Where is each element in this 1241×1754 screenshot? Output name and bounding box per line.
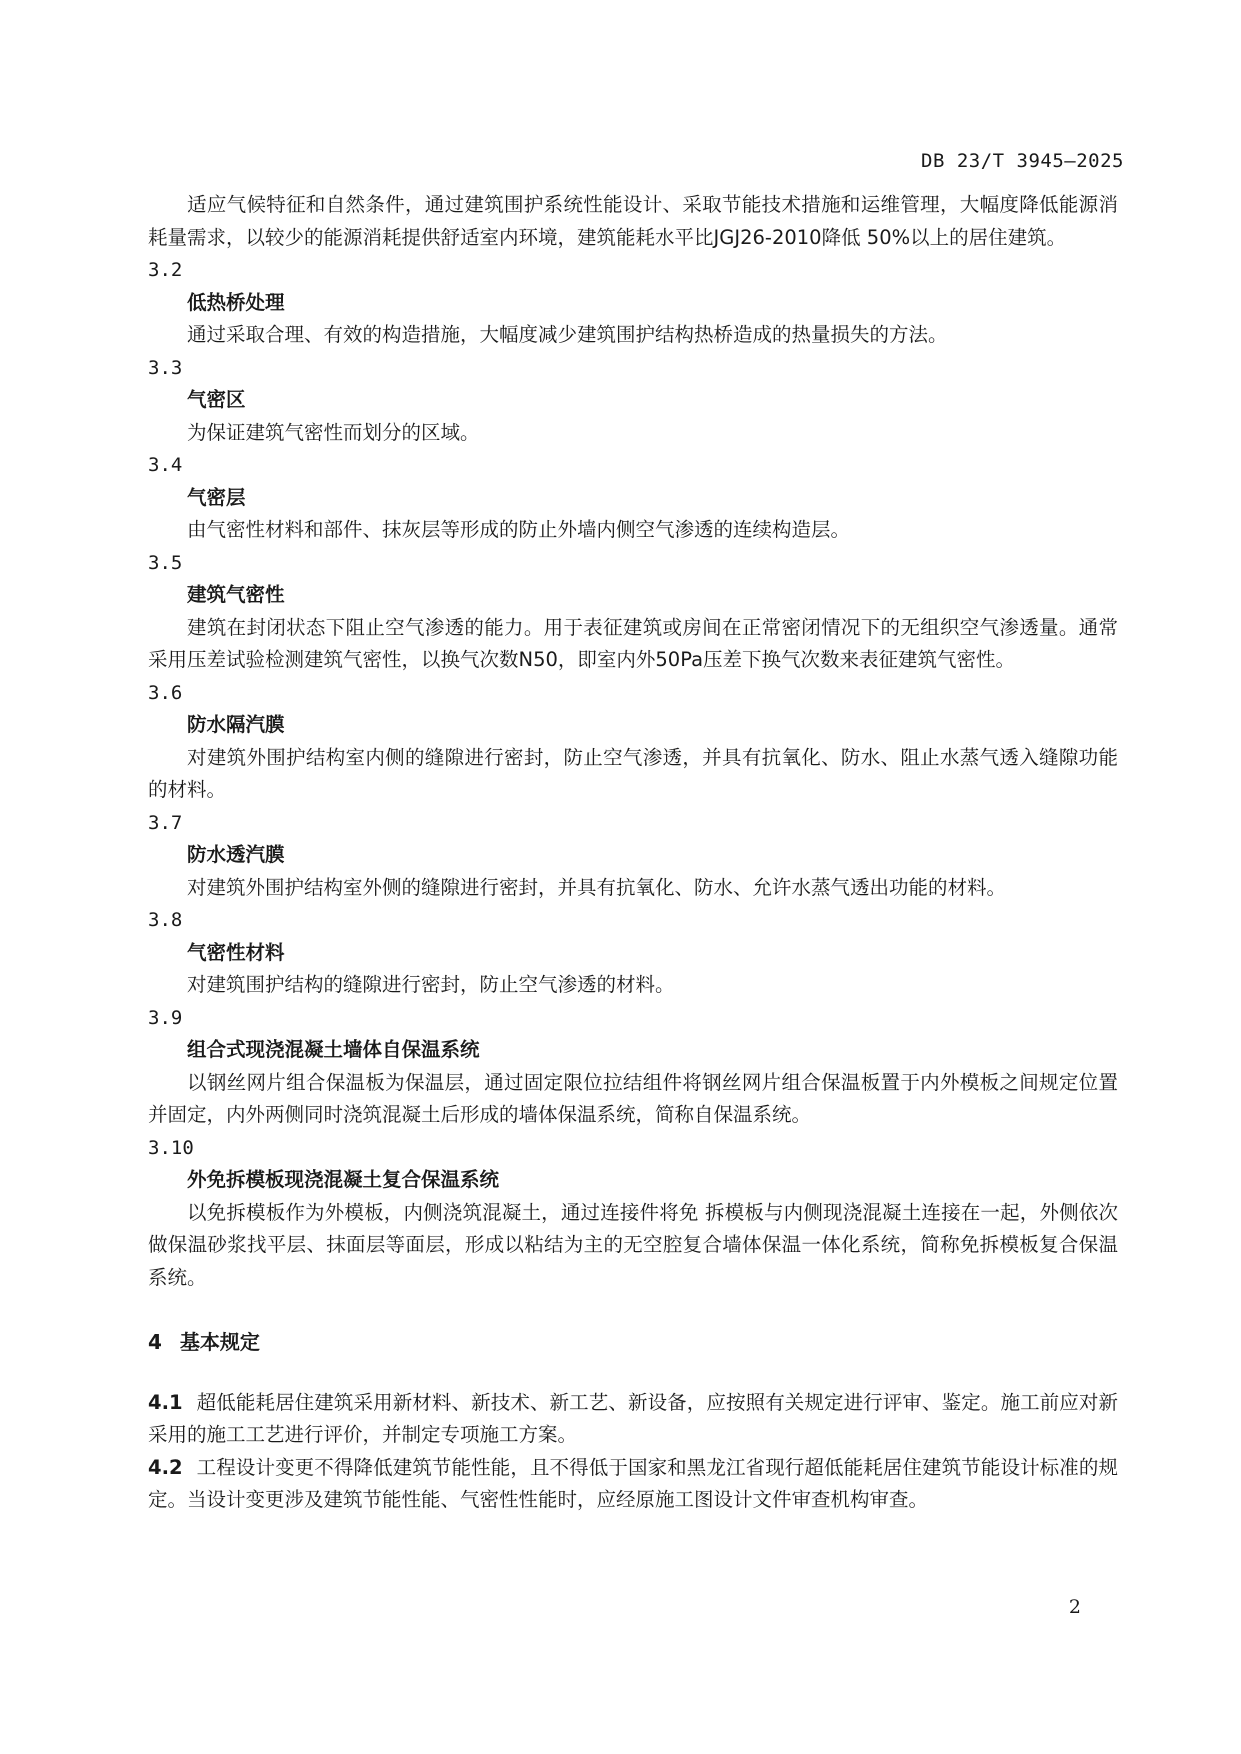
- term-definition: 由气密性材料和部件、抹灰层等形成的防止外墙内侧空气渗透的连续构造层。: [187, 518, 851, 541]
- clause-text: 工程设计变更不得降低建筑节能性能，且不得低于国家和黑龙江省现行超低能耗居住建筑节能设计标准的规定。当设计变更涉及建筑节能性能、气密性性能时，应经原施工图设计文件审查机构审查。: [148, 1455, 1118, 1511]
- term-name: 建筑气密性: [187, 583, 285, 606]
- term-definition: 以钢丝网片组合保温板为保温层，通过固定限位拉结组件将钢丝网片组合保温板置于内外模板之间规定位置并固定，内外两侧同时浇筑混凝土后形成的墙体保温系统，简称自保温系统。: [148, 1070, 1118, 1126]
- clause-4-1: [148, 1387, 1118, 1452]
- page-number: 2: [1068, 1596, 1081, 1618]
- term-number: 3.8: [148, 909, 183, 931]
- clause-number: 4.1: [148, 1390, 183, 1414]
- term-3-5: [148, 547, 1118, 677]
- term-number: 3.3: [148, 356, 183, 379]
- term-definition: 以免拆模板作为外模板，内侧浇筑混凝土，通过连接件将免 拆模板与内侧现浇混凝土连接在一起，外侧依次做保温砂浆找平层、抹面层等面层，形成以粘结为主的无空腔复合墙体保温一体化系统，简称免拆模板复合保温系统。: [148, 1200, 1118, 1289]
- term-definition: 对建筑外围护结构室外侧的缝隙进行密封，并具有抗氧化、防水、允许水蒸气透出功能的材料。: [187, 875, 1007, 899]
- clause-text: 超低能耗居住建筑采用新材料、新技术、新工艺、新设备，应按照有关规定进行评审、鉴定。施工前应对新采用的施工工艺进行评价，并制定专项施工方案。: [148, 1390, 1118, 1446]
- term-3-6: [148, 677, 1118, 807]
- term-definition: 建筑在封闭状态下阻止空气渗透的能力。用于表征建筑或房间在正常密闭情况下的无组织空气渗透量。通常采用压差试验检测建筑气密性，以换气次数N50，即室内外50Pa压差下换气次数来表征建筑气密性。: [148, 615, 1118, 671]
- term-number: 3.2: [148, 259, 183, 281]
- term-3-2: [148, 254, 1118, 352]
- term-name: 防水隔汽膜: [187, 713, 285, 736]
- term-3-9: [148, 1002, 1118, 1132]
- term-number: 3.10: [148, 1136, 194, 1159]
- term-name: 气密性材料: [187, 940, 285, 964]
- intro-paragraph: 适应气候特征和自然条件，通过建筑围护系统性能设计、采取节能技术措施和运维管理，大幅度降低能源消耗量需求，以较少的能源消耗提供舒适室内环境，建筑能耗水平比JGJ26-2010降低 50%以上的居住建筑。: [148, 193, 1118, 249]
- term-definition: 为保证建筑气密性而划分的区域。: [187, 420, 480, 444]
- term-number: 3.9: [148, 1006, 183, 1029]
- clause-4-2: [148, 1452, 1118, 1517]
- term-definition: 对建筑外围护结构室内侧的缝隙进行密封，防止空气渗透，并具有抗氧化、防水、阻止水蒸气透入缝隙功能的材料。: [148, 745, 1118, 801]
- term-name: 组合式现浇混凝土墙体自保温系统: [187, 1038, 480, 1061]
- document-body: [148, 189, 1118, 1517]
- term-name: 外免拆模板现浇混凝土复合保温系统: [187, 1168, 500, 1191]
- standard-code-header: DB 23/T 3945—2025: [921, 150, 1124, 172]
- term-name: 气密区: [187, 388, 246, 411]
- term-number: 3.4: [148, 454, 183, 476]
- term-name: 防水透汽膜: [187, 843, 285, 866]
- term-name: 低热桥处理: [187, 290, 285, 314]
- section-heading-4: [148, 1326, 1118, 1359]
- section-number: 4: [148, 1330, 162, 1354]
- term-definition: 对建筑围护结构的缝隙进行密封，防止空气渗透的材料。: [187, 973, 675, 996]
- term-number: 3.5: [148, 551, 183, 574]
- clause-number: 4.2: [148, 1455, 183, 1479]
- term-3-7: [148, 807, 1118, 905]
- term-number: 3.6: [148, 681, 183, 704]
- term-name: 气密层: [187, 485, 246, 509]
- term-definition: 通过采取合理、有效的构造措施，大幅度减少建筑围护结构热桥造成的热量损失的方法。: [187, 323, 948, 346]
- term-3-8: [148, 904, 1118, 1002]
- term-number: 3.7: [148, 811, 183, 834]
- section-title: 基本规定: [179, 1330, 260, 1354]
- term-3-3: [148, 352, 1118, 450]
- term-3-4: [148, 449, 1118, 547]
- term-3-10: [148, 1132, 1118, 1295]
